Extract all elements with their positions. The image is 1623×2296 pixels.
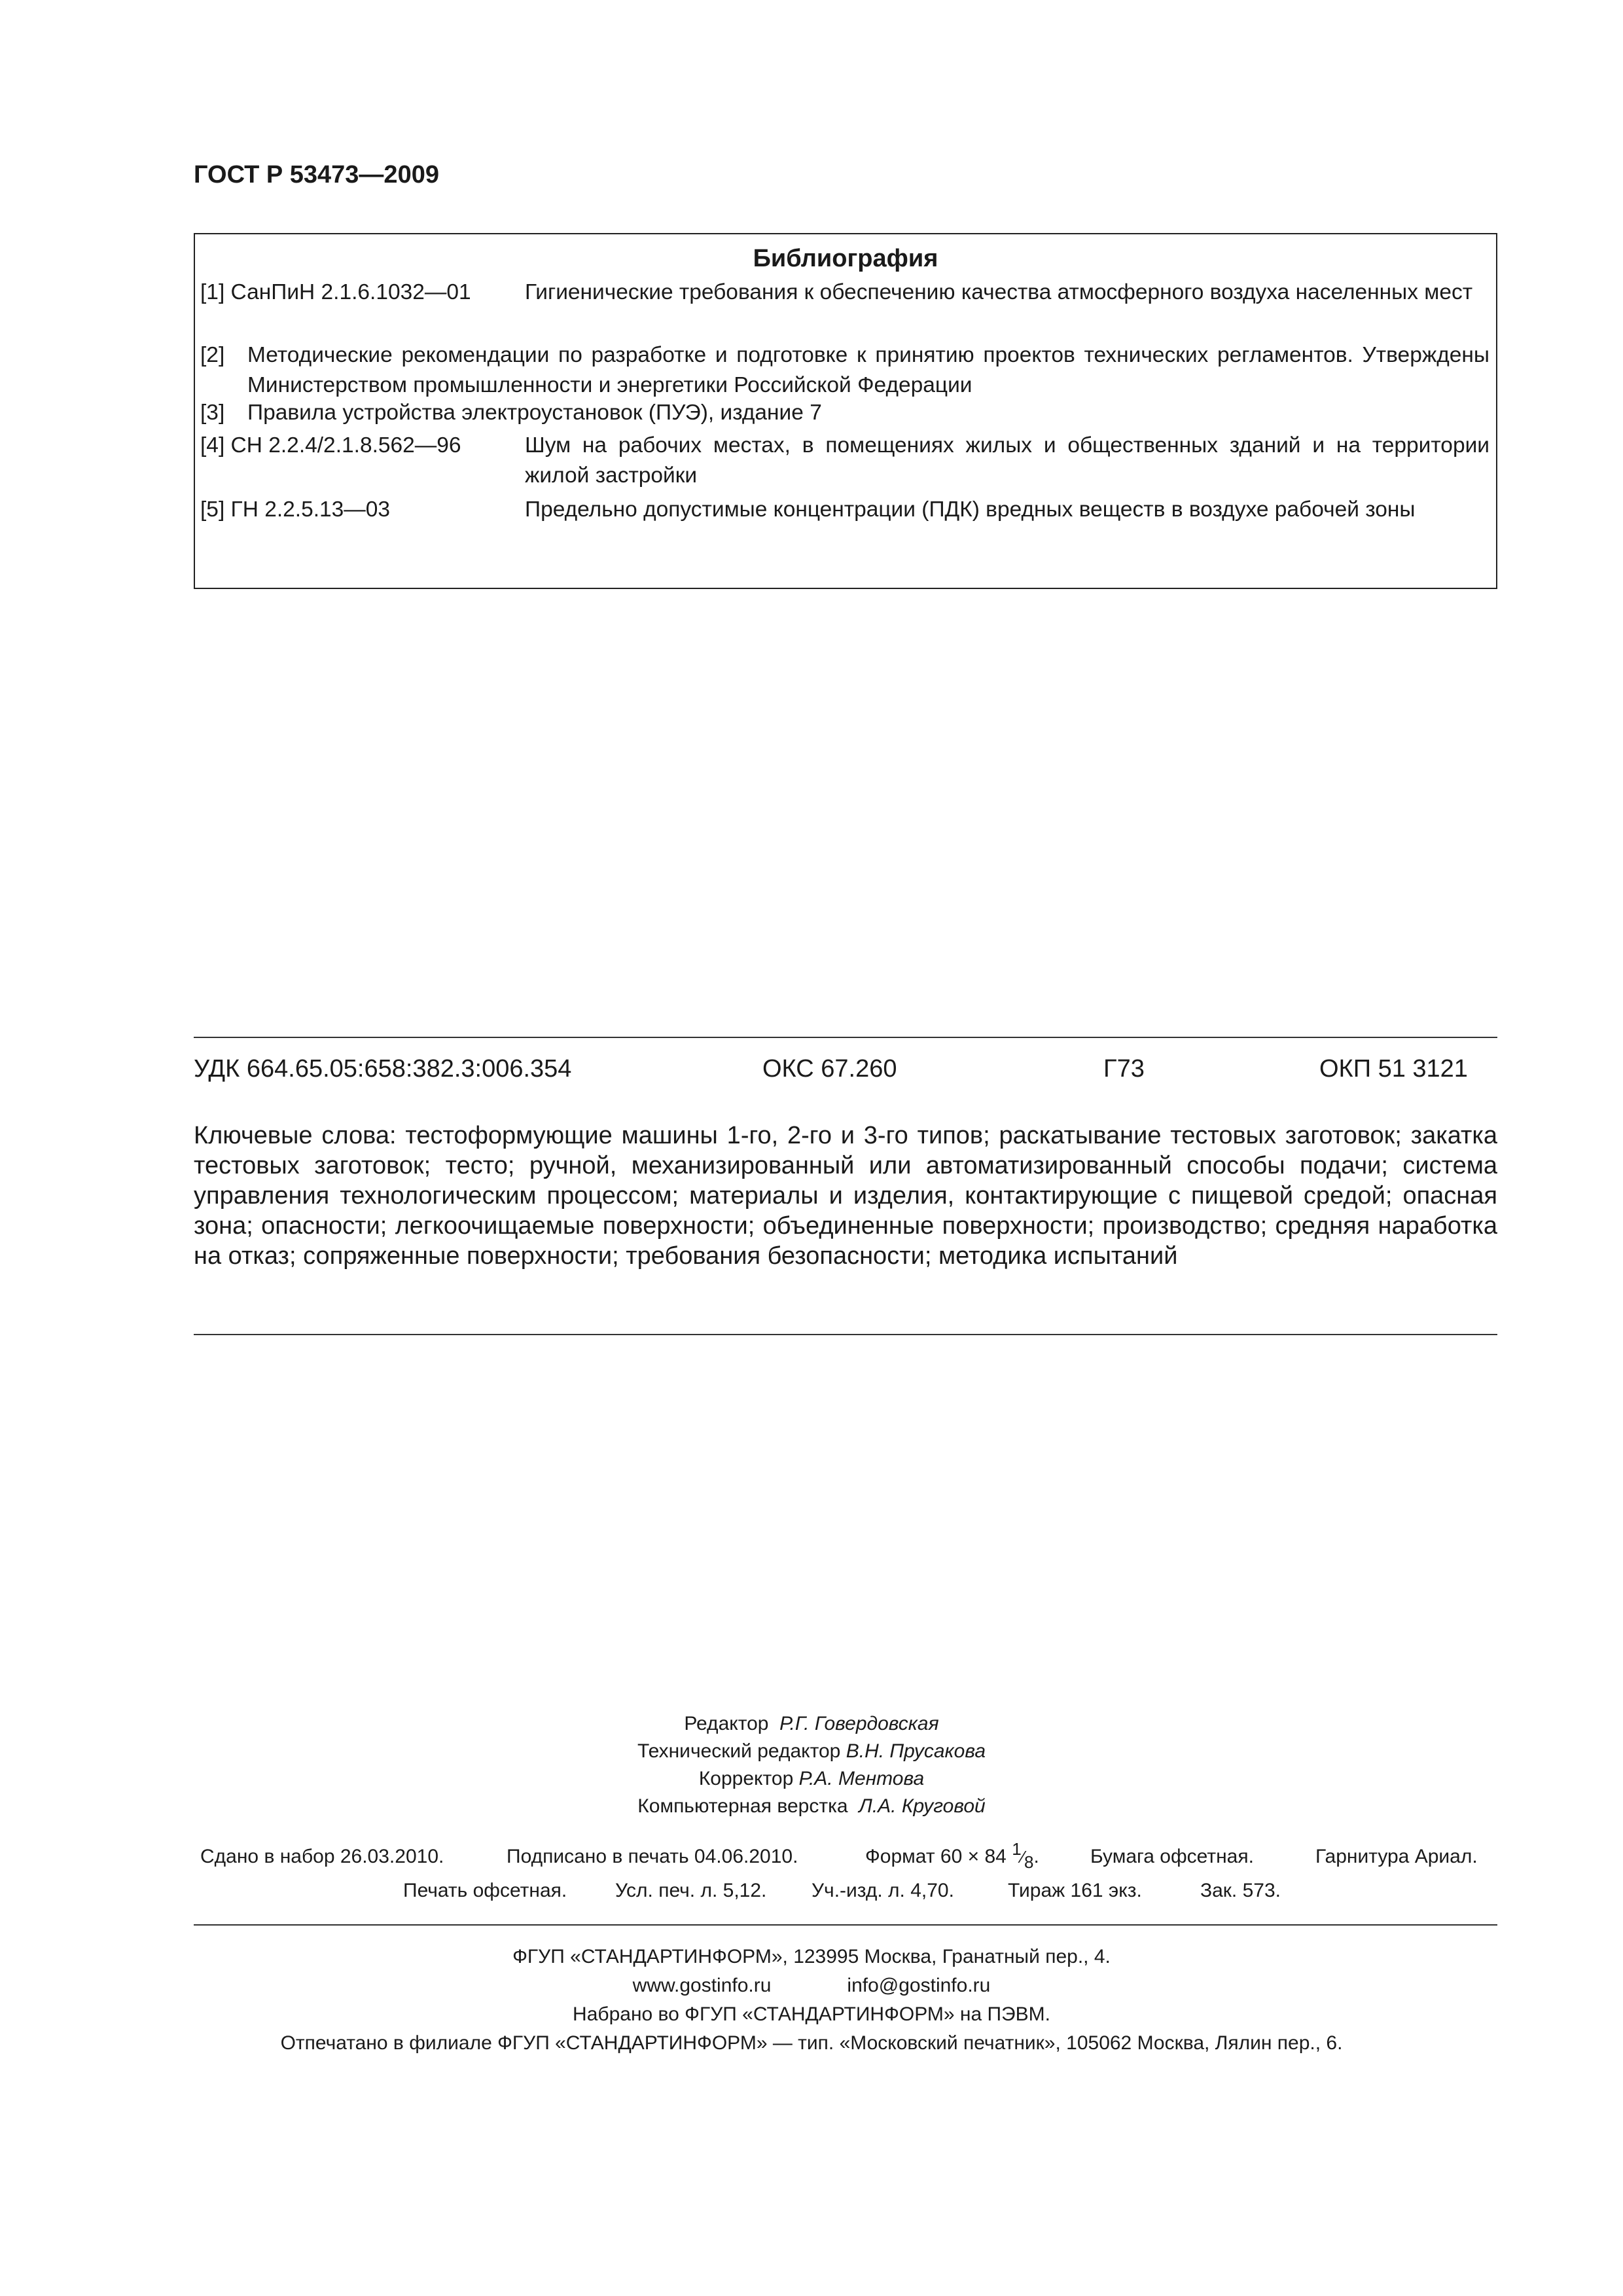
credit-name: Р.Г. Говердовская <box>779 1713 939 1734</box>
format-rest: 84 <box>984 1846 1007 1867</box>
credit-editor <box>0 1710 1623 1738</box>
format-fraction: 1⁄8 <box>1012 1839 1034 1872</box>
bibliography-text: Гигиенические требования к обеспечению качества атмосферного воздуха населенных мест <box>525 280 1473 304</box>
divider <box>194 1037 1497 1038</box>
credit-name: Л.А. Круговой <box>859 1795 986 1817</box>
publisher-printed: Отпечатано в филиале ФГУП «СТАНДАРТИНФОРМ» — тип. «Московский печатник», 105062 Москва, Лялин пер., 6. <box>280 2032 1343 2054</box>
credit-role: Корректор <box>698 1768 794 1789</box>
publisher-website: www.gostinfo.ru <box>632 1975 772 1996</box>
format-denominator: 8 <box>1024 1852 1034 1872</box>
imprint-print: Печать офсетная. <box>403 1880 567 1901</box>
group-code: Г73 <box>1103 1055 1145 1083</box>
bibliography-ref: [4] СН 2.2.4/2.1.8.562—96 <box>200 433 461 457</box>
bibliography-ref: [2] <box>200 343 225 367</box>
keywords-paragraph: Ключевые слова: тестоформующие машины 1-го, 2-го и 3-го типов; раскатывание тестовых заготовок; закатка тестовых заготовок; тесто; ручной, механизированный или автоматизированный способы подачи; система управления технологическим процессом; материалы и изделия, контактирующие с пищевой средой; опасная зона; опасности; легкоочищаемые поверхности; объединенные поверхности; производство; средняя наработка на отказ; сопряженные поверхности; требования безопасности; методика испытаний <box>194 1122 1497 1270</box>
bibliography-ref: [5] ГН 2.2.5.13—03 <box>200 497 391 522</box>
udk-code: УДК 664.65.05:658:382.3:006.354 <box>194 1055 572 1083</box>
bibliography-ref: [1] СанПиН 2.1.6.1032—01 <box>200 280 471 304</box>
imprint-paper: Бумага офсетная. <box>1090 1846 1254 1867</box>
imprint-uch: Уч.-изд. л. 4,70. <box>812 1880 954 1901</box>
credit-role: Технический редактор <box>637 1740 841 1762</box>
publisher-typeset: Набрано во ФГУП «СТАНДАРТИНФОРМ» на ПЭВМ. <box>573 2003 1050 2025</box>
divider <box>194 1334 1497 1335</box>
publisher-address: ФГУП «СТАНДАРТИНФОРМ», 123995 Москва, Гранатный пер., 4. <box>512 1946 1111 1967</box>
format-times: × <box>967 1846 980 1867</box>
bibliography-box <box>194 233 1497 589</box>
credit-name: Р.А. Ментова <box>798 1768 925 1789</box>
bibliography-text: Предельно допустимые концентрации (ПДК) вредных веществ в воздухе рабочей зоны <box>525 497 1416 522</box>
bibliography-ref: [3] <box>200 401 225 425</box>
credit-role: Компьютерная верстка <box>637 1795 848 1817</box>
imprint-font: Гарнитура Ариал. <box>1315 1846 1478 1867</box>
publisher-email: info@gostinfo.ru <box>847 1975 991 1996</box>
credit-tech-editor <box>0 1737 1623 1766</box>
credit-name: В.Н. Прусакова <box>846 1740 986 1762</box>
bibliography-text: Шум на рабочих местах, в помещениях жилых и общественных зданий и на территории жилой застройки <box>525 433 1489 488</box>
document-code: ГОСТ Р 53473—2009 <box>194 161 439 188</box>
divider <box>194 1924 1497 1926</box>
oks-code: ОКС 67.260 <box>762 1055 897 1083</box>
publisher-contacts <box>0 1971 1623 2000</box>
bibliography-text: Правила устройства электроустановок (ПУЭ), издание 7 <box>247 401 822 425</box>
imprint-format: Формат 60 × 84 1⁄8. <box>865 1839 1039 1872</box>
format-label: Формат 60 <box>865 1846 963 1867</box>
imprint-sent: Сдано в набор 26.03.2010. <box>200 1846 444 1867</box>
imprint-tirazh: Тираж 161 экз. <box>1008 1880 1142 1901</box>
imprint-zak: Зак. 573. <box>1200 1880 1281 1901</box>
imprint-usl: Усл. печ. л. 5,12. <box>615 1880 767 1901</box>
bibliography-title: Библиография <box>753 245 938 272</box>
imprint-signed: Подписано в печать 04.06.2010. <box>507 1846 798 1867</box>
credit-role: Редактор <box>684 1713 769 1734</box>
okp-code: ОКП 51 3121 <box>1319 1055 1468 1083</box>
credit-layout <box>0 1792 1623 1821</box>
format-numerator: 1 <box>1012 1839 1022 1859</box>
bibliography-text: Методические рекомендации по разработке и подготовке к принятию проектов технических регламентов. Утверждены Министерством промышленности и энергетики Российской Федерации <box>247 343 1489 397</box>
credit-proofreader <box>0 1765 1623 1793</box>
